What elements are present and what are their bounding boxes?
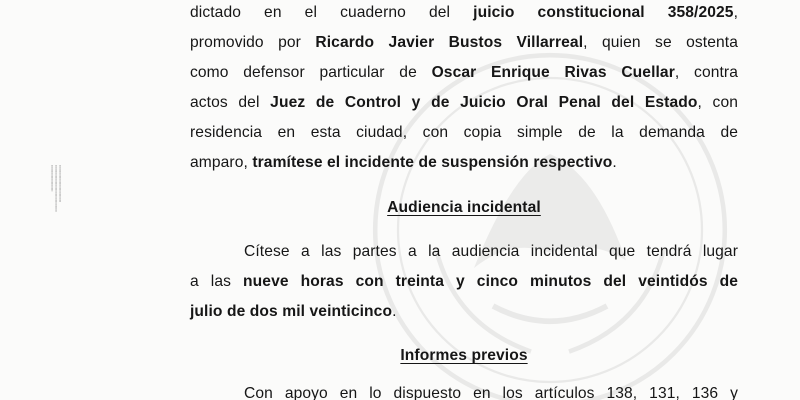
paragraph1-line3	[190, 61, 738, 85]
text-segment: , contra	[674, 64, 738, 81]
section-heading-audiencia: Audiencia incidental	[387, 199, 541, 216]
text-segment: amparo,	[190, 154, 253, 171]
resolution-text: tramítese el incidente de suspensión respectivo	[252, 154, 613, 171]
text-segment: , quien se ostenta	[583, 34, 738, 51]
paragraph1-line4	[190, 91, 738, 115]
text-segment: ,	[733, 4, 738, 21]
text-segment: , con	[697, 94, 738, 111]
hearing-time: nueve horas con treinta y cinco minutos del veintidós de	[243, 273, 738, 290]
margin-print-mark: ▪▪▪▪▪▪▪▪▪▪▪▪▪▪▪▪▪▪▪▪▪▪▪▪▪▪▪▪▪▪▪ ▪▪▪▪▪▪▪▪▪▪▪▪▪▪▪▪▪▪▪▪▪▪▪▪▪▪▪▪▪▪▪▪▪▪▪▪▪▪▪ ▪▪▪▪▪▪▪▪▪▪▪▪▪▪▪▪▪▪▪▪▪▪	[50, 165, 62, 212]
text-segment: promovido por	[190, 34, 316, 51]
text-segment: dictado en el cuaderno del	[190, 4, 474, 21]
case-number: juicio constitucional 358/2025	[473, 4, 734, 21]
hearing-date: julio de dos mil veinticinco	[190, 303, 393, 320]
paragraph2-line3	[190, 300, 738, 324]
paragraph3-partial-line: Con apoyo en lo dispuesto en los artículos 138, 131, 136 y	[244, 385, 738, 400]
authority-name: Juez de Control y de Juicio Oral Penal del Estado	[270, 94, 698, 111]
paragraph1-line1	[190, 1, 738, 25]
text-segment: actos del	[190, 94, 271, 111]
text-segment: a las	[190, 273, 244, 290]
paragraph1-line2	[190, 31, 738, 55]
section-heading-informes: Informes previos	[400, 347, 528, 364]
text-segment: residencia en esta ciudad, con copia simple de la demanda de	[190, 124, 738, 141]
text-segment: .	[612, 154, 617, 171]
text-segment: como defensor particular de	[190, 64, 432, 81]
text-segment: .	[392, 303, 397, 320]
paragraph2-line1	[244, 240, 738, 264]
text-segment: Cítese a las partes a la audiencia incidental que tendrá lugar	[244, 243, 738, 260]
paragraph1-line5	[190, 121, 738, 145]
defendant-name: Oscar Enrique Rivas Cuellar	[431, 64, 675, 81]
promoter-name: Ricardo Javier Bustos Villarreal	[315, 34, 584, 51]
paragraph1-line6	[190, 151, 738, 175]
paragraph2-line2	[190, 270, 738, 294]
